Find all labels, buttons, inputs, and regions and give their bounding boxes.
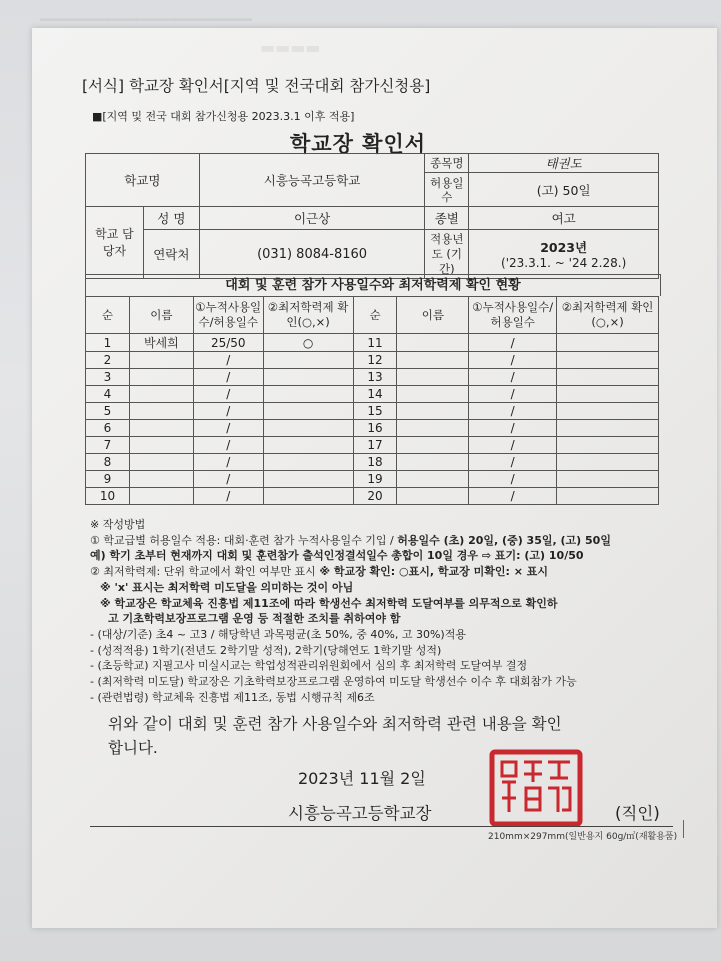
table-row xyxy=(86,369,659,386)
principal-name: 시흥능곡고등학교장 xyxy=(288,804,432,823)
gender-label: 종별 xyxy=(425,207,469,230)
row-number: 6 xyxy=(86,420,130,437)
detail-5: - (관련법령) 학교체육 진흥법 제11조, 동법 시행규칙 제6조 xyxy=(90,690,375,704)
row-number: 14 xyxy=(353,386,397,403)
row-days: / xyxy=(193,437,263,454)
header-days: ①누적사용일수/허용일수 xyxy=(193,297,263,334)
row-days: / xyxy=(469,420,557,437)
row-min-check xyxy=(557,352,659,369)
row-name xyxy=(397,334,469,352)
row-number: 5 xyxy=(86,403,130,420)
row-name xyxy=(129,369,193,386)
table-row xyxy=(86,488,659,505)
row-min-check xyxy=(557,420,659,437)
row-name xyxy=(397,369,469,386)
row-days: / xyxy=(469,386,557,403)
sport-label: 종목명 xyxy=(425,154,469,173)
detail-4: - (최저학력 미도달) 학교장은 기초학력보장프로그램 운영하여 미도달 학생선수 이수 후 대회참가 가능 xyxy=(90,675,577,689)
row-min-check xyxy=(557,454,659,471)
row-days: / xyxy=(469,437,557,454)
writing-notes xyxy=(90,517,611,705)
status-header-row xyxy=(86,297,659,334)
table-row xyxy=(86,420,659,437)
row-min-check xyxy=(557,386,659,403)
row-min-check xyxy=(557,369,659,386)
row-min-check xyxy=(263,454,353,471)
seal-tag: (직인) xyxy=(615,804,660,823)
table-row xyxy=(86,437,659,454)
row-days: / xyxy=(193,352,263,369)
row-min-check xyxy=(557,471,659,488)
row-min-check xyxy=(263,386,353,403)
row-name xyxy=(397,352,469,369)
form-title: [서식] 학교장 확인서[지역 및 전국대회 참가신청용] xyxy=(82,77,431,95)
table-row xyxy=(86,403,659,420)
row-name xyxy=(129,488,193,505)
row-days: / xyxy=(469,488,557,505)
row-days: / xyxy=(469,369,557,386)
manager-label: 학교 담당자 xyxy=(86,207,144,279)
note-3: ※ 'x' 표시는 최저학력 미도달을 의미하는 것이 아님 xyxy=(100,580,354,594)
school-name: 시흥능곡고등학교 xyxy=(199,154,425,207)
row-number: 16 xyxy=(353,420,397,437)
row-min-check xyxy=(557,403,659,420)
row-name xyxy=(397,454,469,471)
header-no: 순 xyxy=(353,297,397,334)
row-number: 18 xyxy=(353,454,397,471)
row-name: 박세희 xyxy=(129,334,193,352)
row-min-check xyxy=(557,334,659,352)
confirmation-text: 위와 같이 대회 및 훈련 참가 사용일수와 최저학력 관련 내용을 확인 합니다. xyxy=(108,715,562,757)
row-days: 25/50 xyxy=(193,334,263,352)
notes-header: ※ 작성방법 xyxy=(90,518,146,531)
status-section-title: 대회 및 훈련 참가 사용일수와 최저학력제 확인 현황 xyxy=(85,274,661,296)
row-days: / xyxy=(193,403,263,420)
row-number: 12 xyxy=(353,352,397,369)
issue-date: 2023년 11월 2일 xyxy=(298,769,426,788)
row-min-check xyxy=(557,437,659,454)
row-number: 11 xyxy=(353,334,397,352)
row-name xyxy=(129,352,193,369)
row-number: 20 xyxy=(353,488,397,505)
row-days: / xyxy=(469,334,557,352)
days-value: (고) 50일 xyxy=(469,173,659,207)
row-days: / xyxy=(193,454,263,471)
row-name xyxy=(129,403,193,420)
days-label: 허용일수 xyxy=(425,173,469,207)
table-row xyxy=(86,334,659,352)
detail-2: - (성적적용) 1학기(전년도 2학기말 성적), 2학기(당해연도 1학기말 성적) xyxy=(90,643,442,657)
row-min-check xyxy=(263,403,353,420)
row-min-check xyxy=(263,437,353,454)
row-min-check xyxy=(263,471,353,488)
row-days: / xyxy=(193,369,263,386)
row-name xyxy=(129,420,193,437)
bleed-through-text: ━━━━━━━━━━━━━━━━━━━━━━ xyxy=(40,10,252,29)
header-min: ②최저학력제 확인(○,×) xyxy=(557,297,659,334)
note-1: ① 학교급별 허용일수 적용: 대회·훈련 참가 누적사용일수 기입 / 허용일수 (초) 20일, (중) 35일, (고) 50일 xyxy=(90,533,611,547)
row-min-check xyxy=(263,488,353,505)
row-days: / xyxy=(469,471,557,488)
row-name xyxy=(129,437,193,454)
row-name xyxy=(397,386,469,403)
row-number: 8 xyxy=(86,454,130,471)
contact-label: 연락처 xyxy=(143,230,199,279)
contact-value: (031) 8084-8160 xyxy=(199,230,425,279)
row-number: 19 xyxy=(353,471,397,488)
header-name: 이름 xyxy=(129,297,193,334)
row-name xyxy=(397,420,469,437)
detail-3: - (초등학교) 지필고사 미실시교는 학업성적관리위원회에서 심의 후 최저학력 도달여부 결정 xyxy=(90,659,528,673)
row-days: / xyxy=(193,488,263,505)
row-days: / xyxy=(469,454,557,471)
year-cell xyxy=(469,230,659,279)
row-days: / xyxy=(193,471,263,488)
row-number: 1 xyxy=(86,334,130,352)
row-days: / xyxy=(193,386,263,403)
header-name: 이름 xyxy=(397,297,469,334)
gender-value: 여고 xyxy=(469,207,659,230)
row-min-check xyxy=(263,352,353,369)
row-name xyxy=(129,471,193,488)
header-days: ①누적사용일수/허용일수 xyxy=(469,297,557,334)
detail-1: - (대상/기준) 초4 ~ 고3 / 해당학년 과목평균(초 50%, 중 40%, 고 30%)적용 xyxy=(90,627,466,641)
row-min-check: ○ xyxy=(263,334,353,352)
row-min-check xyxy=(557,488,659,505)
name-label: 성 명 xyxy=(143,207,199,230)
row-name xyxy=(397,488,469,505)
year-value: 2023년 xyxy=(540,240,588,255)
document-title: 학교장 확인서 xyxy=(290,132,427,156)
sport-value: 태권도 xyxy=(469,154,659,173)
row-min-check xyxy=(263,369,353,386)
table-row xyxy=(86,471,659,488)
note-4: ※ 학교장은 학교체육 진흥법 제11조에 따라 학생선수 최저학력 도달여부를 의무적으로 확인하 xyxy=(100,596,558,610)
row-days: / xyxy=(193,420,263,437)
school-label: 학교명 xyxy=(86,154,200,207)
school-info-table xyxy=(85,153,659,279)
table-row xyxy=(86,386,659,403)
footer-edge xyxy=(683,820,684,838)
row-name xyxy=(129,454,193,471)
status-table xyxy=(85,296,659,505)
bleed-through-title: ▬▬▬▬ xyxy=(260,38,321,57)
row-name xyxy=(129,386,193,403)
row-number: 17 xyxy=(353,437,397,454)
note-2: ② 최저학력제: 단위 학교에서 확인 여부만 표시 ※ 학교장 확인: ○표시, 학교장 미확인: × 표시 xyxy=(90,565,548,579)
row-days: / xyxy=(469,403,557,420)
row-number: 13 xyxy=(353,369,397,386)
row-number: 4 xyxy=(86,386,130,403)
header-min: ②최저학력제 확인(○,×) xyxy=(263,297,353,334)
paper-spec: 210mm×297mm(일반용지 60g/㎡(재활용품) xyxy=(488,832,678,842)
row-name xyxy=(397,437,469,454)
note-1-example: 예) 학기 초부터 현재까지 대회 및 훈련참가 출석인정결석일수 총합이 10일 경우 ⇨ 표기: (고) 10/50 xyxy=(90,549,584,563)
row-number: 9 xyxy=(86,471,130,488)
period-value: ('23.3.1. ~ '24 2.28.) xyxy=(501,256,627,270)
row-number: 7 xyxy=(86,437,130,454)
row-name xyxy=(397,403,469,420)
official-seal-icon xyxy=(486,748,586,828)
row-number: 2 xyxy=(86,352,130,369)
row-number: 15 xyxy=(353,403,397,420)
table-row xyxy=(86,454,659,471)
note-4-cont: 고 기초학력보장프로그램 운영 등 적절한 조치를 취하여야 함 xyxy=(108,612,401,626)
row-number: 3 xyxy=(86,369,130,386)
year-label: 적용년도 (기간) xyxy=(425,230,469,279)
row-days: / xyxy=(469,352,557,369)
header-no: 순 xyxy=(86,297,130,334)
table-row xyxy=(86,352,659,369)
row-min-check xyxy=(263,420,353,437)
row-number: 10 xyxy=(86,488,130,505)
row-name xyxy=(397,471,469,488)
applied-note: ■[지역 및 전국 대회 참가신청용 2023.3.1 이후 적용] xyxy=(92,110,355,123)
name-value: 이근상 xyxy=(199,207,425,230)
footer-divider xyxy=(90,826,673,827)
